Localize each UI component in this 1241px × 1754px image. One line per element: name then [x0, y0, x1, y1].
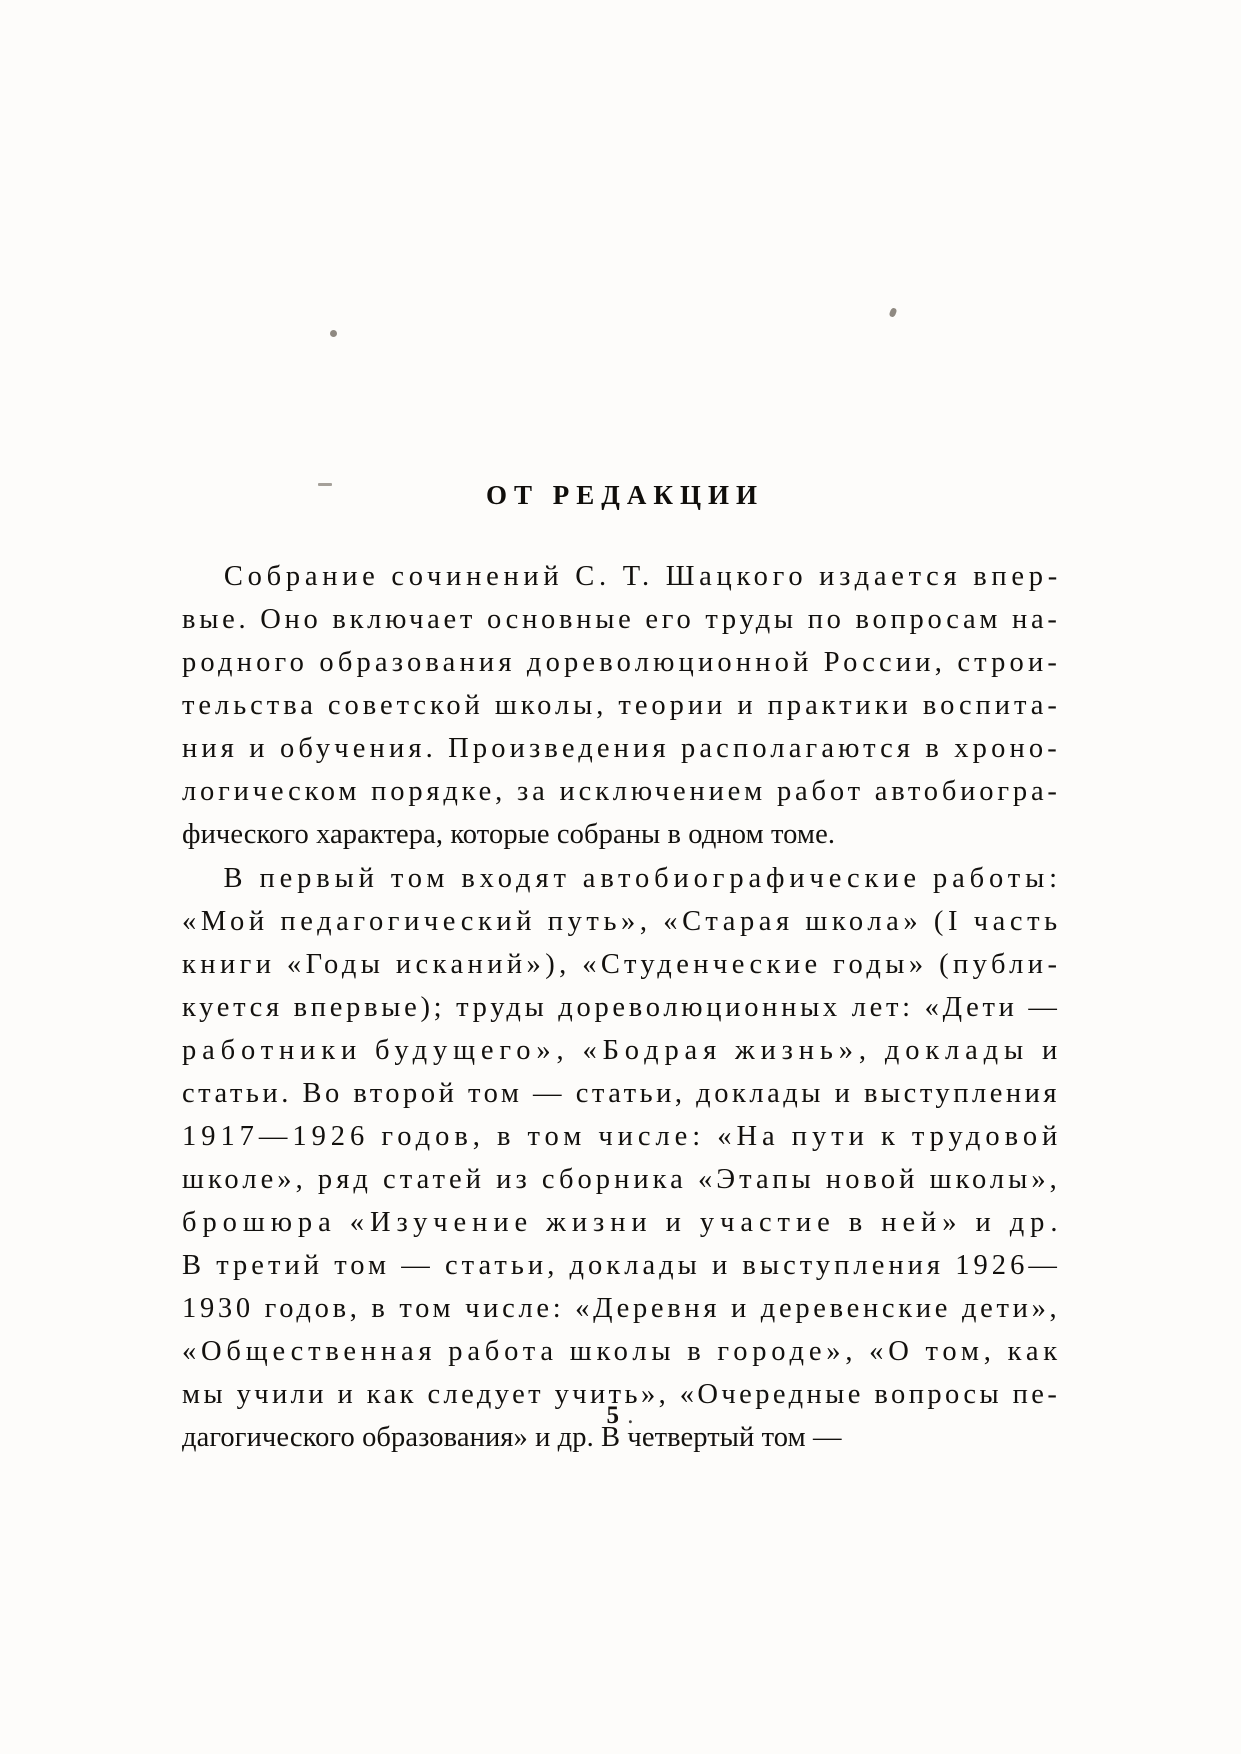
- text-line: [182, 813, 1062, 856]
- text-line: [182, 770, 1062, 813]
- line-text: 1930 годов, в том числе: «Деревня и деревенские дети»,: [182, 1293, 1061, 1324]
- scan-speck: [889, 307, 898, 318]
- line-text: тельства советской школы, теории и практики воспита-: [182, 690, 1061, 721]
- text-line: [182, 1287, 1062, 1330]
- line-text: брошюра «Изучение жизни и участие в ней» и др.: [182, 1207, 1064, 1238]
- line-text: логическом порядке, за исключением работ автобиогра-: [182, 776, 1061, 807]
- paragraph-2: [182, 857, 1062, 1459]
- text-line: [182, 1072, 1062, 1115]
- line-text: «Общественная работа школы в городе», «О том, как: [182, 1336, 1062, 1367]
- line-text: «Мой педагогический путь», «Старая школа» (I часть: [182, 906, 1062, 937]
- paragraph-1: [182, 555, 1062, 856]
- folio-dot: .: [620, 1402, 635, 1429]
- text-line: [182, 900, 1062, 943]
- line-text: Собрание сочинений С. Т. Шацкого издается впер-: [223, 561, 1062, 592]
- text-line: [182, 1330, 1062, 1373]
- scan-speck: [330, 330, 337, 337]
- line-text: дагогического образования» и др. В четвертый том —: [182, 1422, 842, 1453]
- text-line: [182, 1244, 1062, 1287]
- line-text: вые. Оно включает основные его труды по вопросам на-: [182, 604, 1061, 635]
- line-text: книги «Годы исканий»), «Студенческие годы» (публи-: [182, 949, 1062, 980]
- line-text: родного образования дореволюционной России, строи-: [182, 647, 1062, 678]
- text-line: [182, 1029, 1062, 1072]
- line-text: В первый том входят автобиографические работы:: [223, 863, 1062, 894]
- text-line: [182, 986, 1062, 1029]
- text-line: [182, 1158, 1062, 1201]
- line-text: ния и обучения. Произведения располагаются в хроно-: [182, 733, 1061, 764]
- text-line: [182, 1201, 1062, 1244]
- line-text: школе», ряд статей из сборника «Этапы новой школы»,: [182, 1164, 1061, 1195]
- line-text: куется впервые); труды дореволюционных лет: «Дети —: [182, 992, 1061, 1023]
- line-text: 1917—1926 годов, в том числе: «На пути к трудовой: [182, 1121, 1063, 1152]
- text-line: [182, 555, 1062, 598]
- page-number: [0, 1402, 1241, 1430]
- text-line: [182, 857, 1062, 900]
- line-text: работники будущего», «Бодрая жизнь», доклады и: [182, 1035, 1064, 1066]
- line-text: фического характера, которые собраны в одном томе.: [182, 819, 836, 850]
- text-line: [182, 641, 1062, 684]
- text-line: [182, 1115, 1062, 1158]
- text-line: [182, 943, 1062, 986]
- line-text: мы учили и как следует учить», «Очередные вопросы пе-: [182, 1379, 1061, 1410]
- text-line: [182, 598, 1062, 641]
- page-title: ОТ РЕДАКЦИИ: [486, 480, 764, 510]
- line-text: В третий том — статьи, доклады и выступления 1926—: [182, 1250, 1061, 1281]
- text-line: [182, 684, 1062, 727]
- text-line: [182, 727, 1062, 770]
- line-text: статьи. Во второй том — статьи, доклады и выступления: [182, 1078, 1061, 1109]
- page-body: [182, 480, 1062, 1459]
- page-number-value: 5: [606, 1402, 620, 1429]
